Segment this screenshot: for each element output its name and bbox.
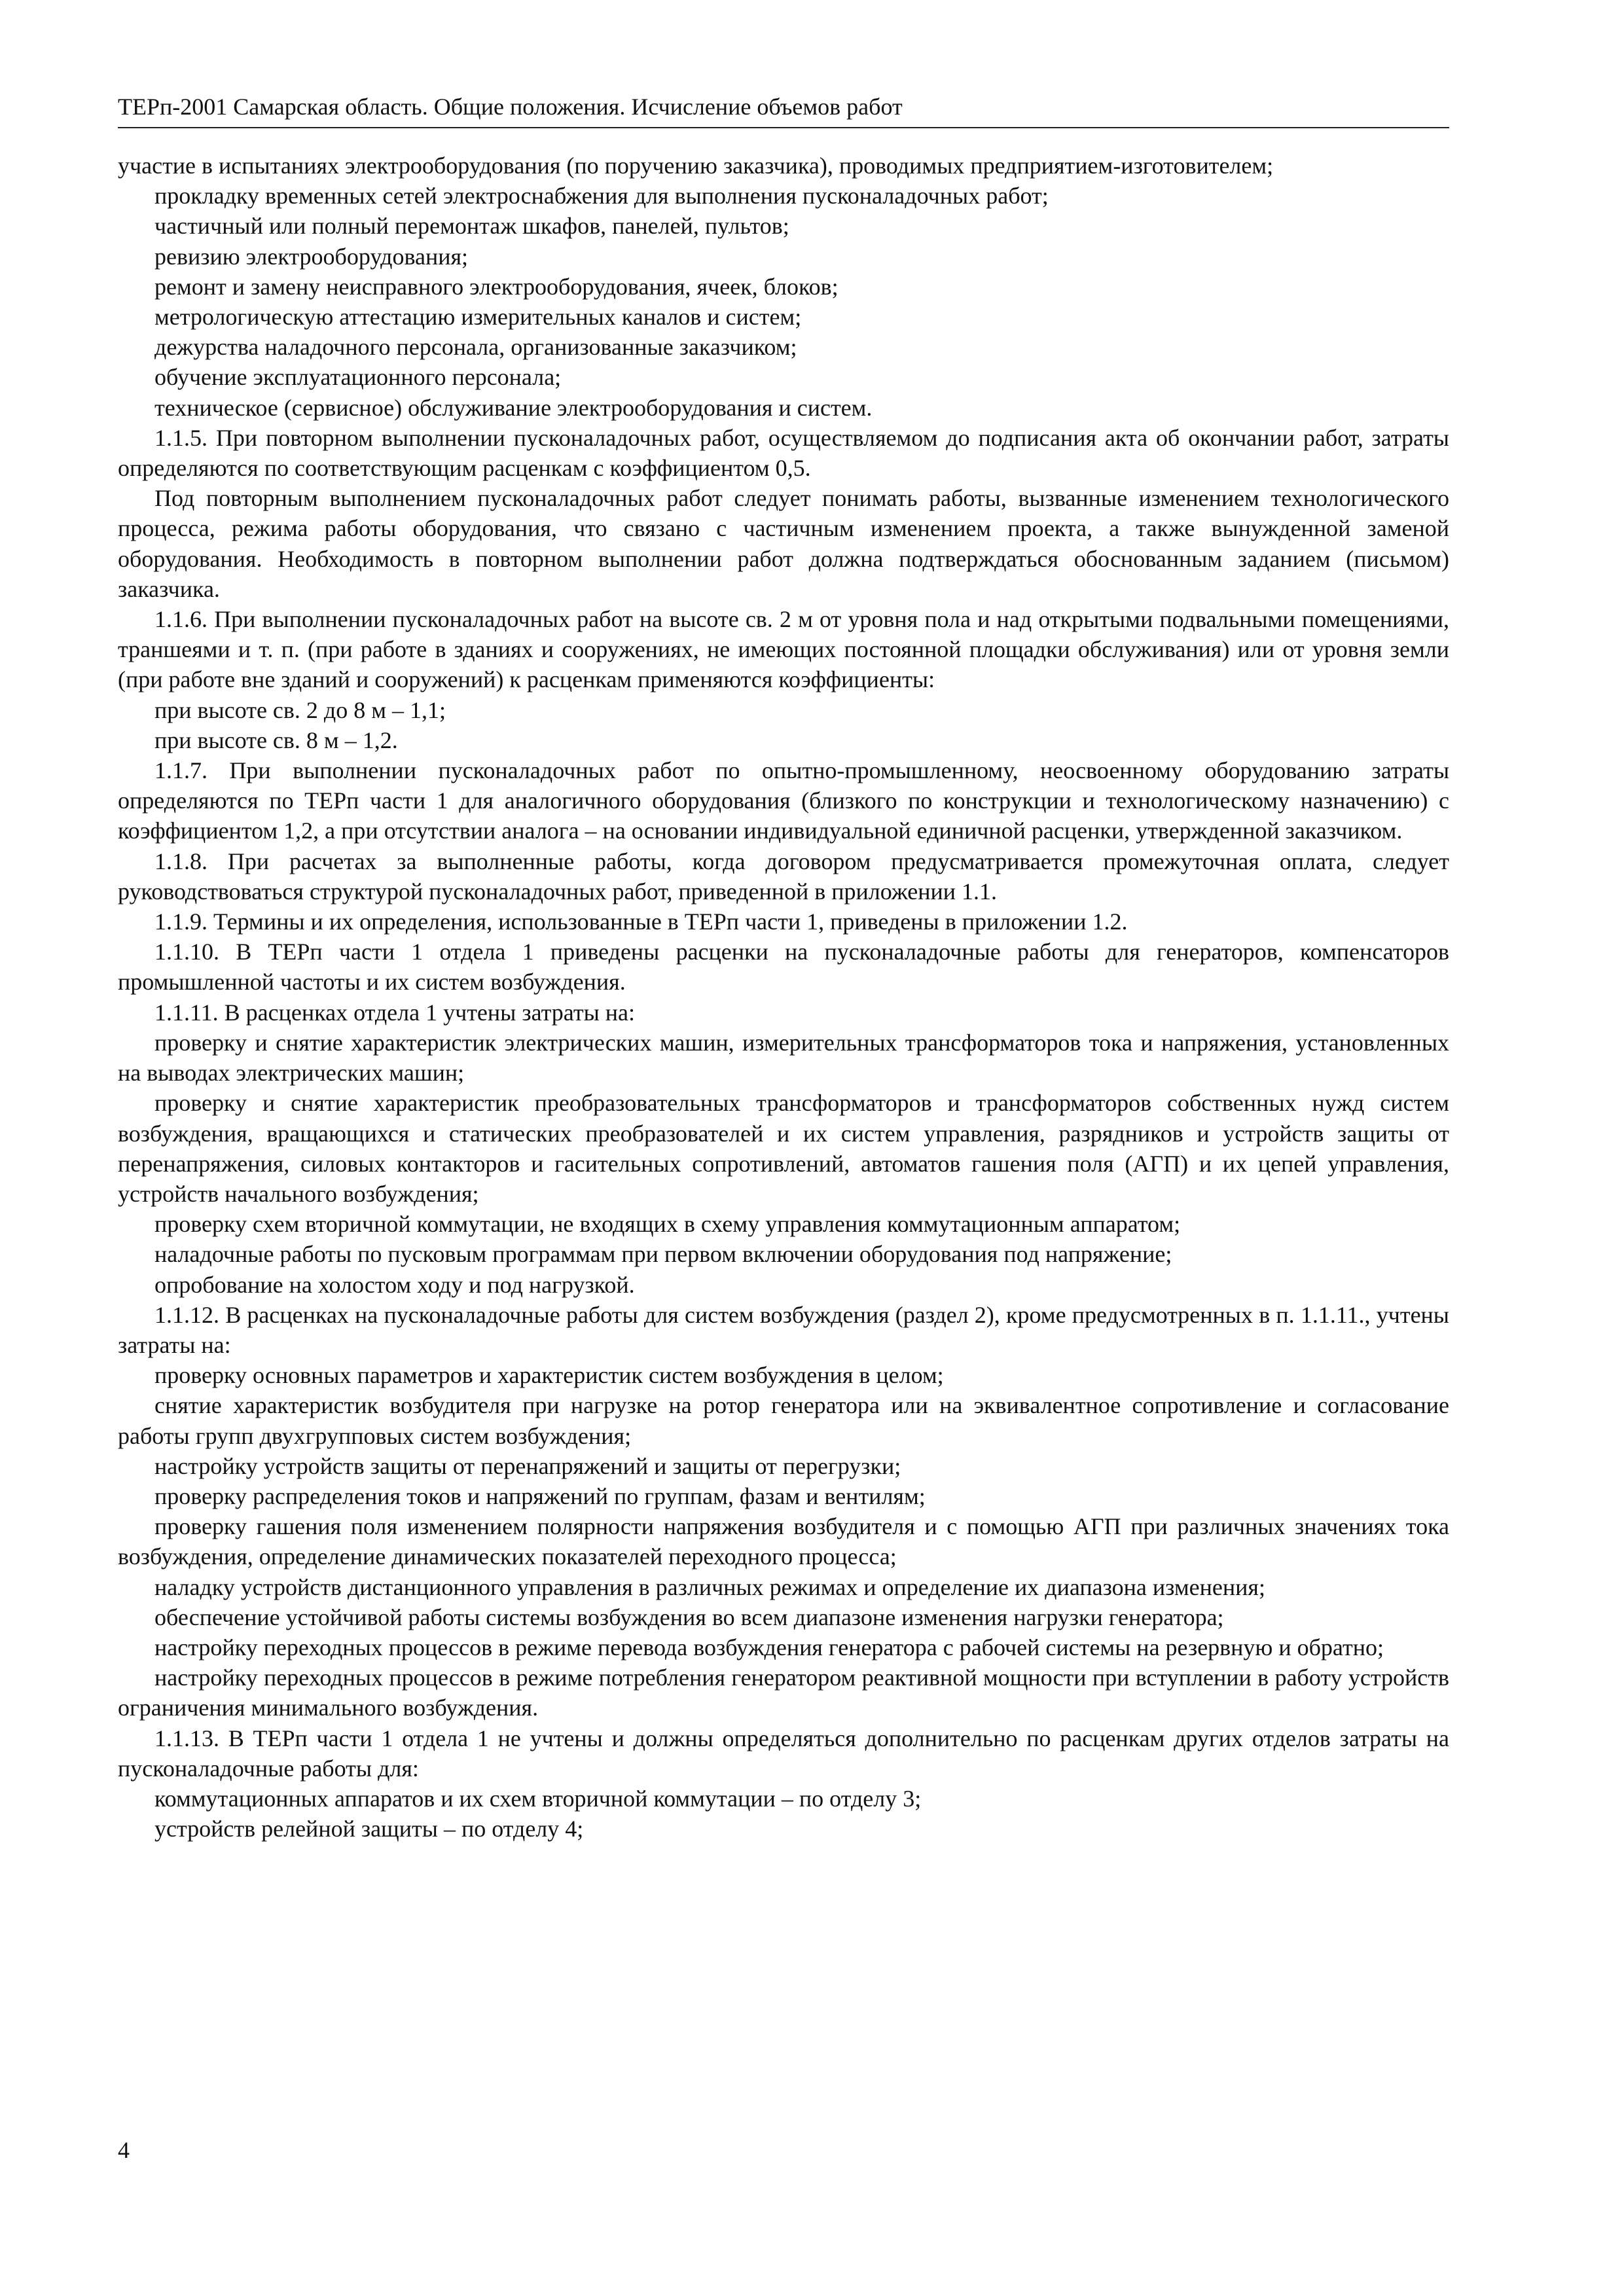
paragraph-list-item: метрологическую аттестацию измерительных каналов и систем; bbox=[154, 304, 802, 331]
paragraph-list-item: проверку схем вторичной коммутации, не входящих в схему управления коммутационным аппаратом; bbox=[154, 1211, 1181, 1238]
paragraph-list-item: ревизию электрооборудования; bbox=[154, 243, 469, 270]
paragraph-clause-1-1-12: 1.1.12. В расценках на пусконаладочные работы для систем возбуждения (раздел 2), кроме предусмотренных в п. 1.1.11., учтены затраты на: bbox=[118, 1301, 1449, 1358]
paragraph-list-item: при высоте св. 2 до 8 м – 1,1; bbox=[154, 696, 446, 723]
paragraph-clause-1-1-10: 1.1.10. В ТЕРп части 1 отдела 1 приведены расценки на пусконаладочные работы для генераторов, компенсаторов промышленной частоты и их систем возбуждения. bbox=[118, 939, 1449, 996]
paragraph-clause-1-1-7: 1.1.7. При выполнении пусконаладочных работ по опытно-промышленному, неосвоенному оборудованию затраты определяются по ТЕРп части 1 для аналогичного оборудования (близкого по конструкции и технологическому назначению) с коэффициентом 1,2, а при отсутствии аналога – на основании индивидуальной единичной расценки, утвержденной заказчиком. bbox=[118, 757, 1449, 844]
paragraph-list-item: прокладку временных сетей электроснабжения для выполнения пусконаладочных работ; bbox=[154, 183, 1049, 209]
paragraph-list-item: наладочные работы по пусковым программам при первом включении оборудования под напряжение; bbox=[154, 1241, 1172, 1268]
page-number: 4 bbox=[118, 2137, 130, 2163]
paragraph-clause-1-1-8: 1.1.8. При расчетах за выполненные работы, когда договором предусматривается промежуточная оплата, следует руководствоваться структурой пусконаладочных работ, приведенной в приложении 1.1. bbox=[118, 848, 1449, 905]
paragraph-list-item: настройку устройств защиты от перенапряжений и защиты от перегрузки; bbox=[154, 1452, 901, 1479]
paragraph-list-item: опробование на холостом ходу и под нагрузкой. bbox=[154, 1271, 635, 1298]
paragraph-list-item: проверку и снятие характеристик преобразовательных трансформаторов и трансформаторов собственных нужд систем возбуждения, вращающихся и статических преобразователей и их систем управления, разрядников и устройств защиты от перенапряжения, силовых контакторов и гасительных сопротивлений, автоматов гашения поля (АГП) и их цепей управления, устройств начального возбуждения; bbox=[118, 1090, 1449, 1207]
paragraph-list-item: проверку основных параметров и характеристик систем возбуждения в целом; bbox=[154, 1362, 944, 1389]
paragraph-list-item: настройку переходных процессов в режиме перевода возбуждения генератора с рабочей системы на резервную и обратно; bbox=[154, 1634, 1384, 1660]
paragraph-clause-1-1-6: 1.1.6. При выполнении пусконаладочных работ на высоте св. 2 м от уровня пола и над открытыми подвальными помещениями, траншеями и т. п. (при работе в зданиях и сооружениях, не имеющих постоянной площадки обслуживания) или от уровня земли (при работе вне зданий и сооружений) к расценкам применяются коэффициенты: bbox=[118, 606, 1449, 693]
paragraph-list-item: дежурства наладочного персонала, организованные заказчиком; bbox=[154, 334, 797, 361]
document-body bbox=[118, 151, 1449, 1844]
paragraph-list-item: участие в испытаниях электрооборудования (по поручению заказчика), проводимых предприятием-изготовителем; bbox=[118, 152, 1274, 179]
paragraph-list-item: проверку и снятие характеристик электрических машин, измерительных трансформаторов тока и напряжения, установленных на выводах электрических машин; bbox=[118, 1029, 1449, 1086]
paragraph-list-item: ремонт и замену неисправного электрооборудования, ячеек, блоков; bbox=[154, 273, 839, 300]
paragraph-list-item: обеспечение устойчивой работы системы возбуждения во всем диапазоне изменения нагрузки генератора; bbox=[154, 1604, 1224, 1630]
paragraph-list-item: проверку гашения поля изменением полярности напряжения возбудителя и с помощью АГП при различных значениях тока возбуждения, определение динамических показателей переходного процесса; bbox=[118, 1513, 1449, 1570]
paragraph-text: Под повторным выполнением пусконаладочных работ следует понимать работы, вызванные изменением технологического процесса, режима работы оборудования, что связано с частичным изменением проекта, а также вынужденной заменой оборудования. Необходимость в повторном выполнении работ должна подтверждаться обоснованным заданием (письмом) заказчика. bbox=[118, 485, 1449, 602]
paragraph-list-item: частичный или полный перемонтаж шкафов, панелей, пультов; bbox=[154, 213, 789, 240]
paragraph-list-item: проверку распределения токов и напряжений по группам, фазам и вентилям; bbox=[154, 1482, 926, 1509]
paragraph-clause-1-1-9: 1.1.9. Термины и их определения, использованные в ТЕРп части 1, приведены в приложении 1.2. bbox=[154, 908, 1128, 935]
paragraph-clause-1-1-13: 1.1.13. В ТЕРп части 1 отдела 1 не учтены и должны определяться дополнительно по расценкам других отделов затраты на пусконаладочные работы для: bbox=[118, 1725, 1449, 1782]
paragraph-list-item: настройку переходных процессов в режиме потребления генератором реактивной мощности при вступлении в работу устройств ограничения минимального возбуждения. bbox=[118, 1664, 1449, 1721]
paragraph-list-item: наладку устройств дистанционного управления в различных режимах и определение их диапазона изменения; bbox=[154, 1573, 1265, 1600]
paragraph-list-item: коммутационных аппаратов и их схем вторичной коммутации – по отделу 3; bbox=[154, 1785, 922, 1812]
paragraph-list-item: обучение эксплуатационного персонала; bbox=[154, 364, 562, 391]
paragraph-clause-1-1-5: 1.1.5. При повторном выполнении пусконаладочных работ, осуществляемом до подписания акта об окончании работ, затраты определяются по соответствующим расценкам с коэффициентом 0,5. bbox=[118, 424, 1449, 482]
paragraph-clause-1-1-11: 1.1.11. В расценках отдела 1 учтены затраты на: bbox=[154, 999, 636, 1026]
paragraph-list-item: техническое (сервисное) обслуживание электрооборудования и систем. bbox=[154, 394, 873, 421]
paragraph-list-item: устройств релейной защиты – по отделу 4; bbox=[154, 1816, 584, 1842]
page-header: ТЕРп-2001 Самарская область. Общие положения. Исчисление объемов работ bbox=[118, 92, 1449, 128]
paragraph-list-item: при высоте св. 8 м – 1,2. bbox=[154, 726, 398, 753]
paragraph-list-item: снятие характеристик возбудителя при нагрузке на ротор генератора или на эквивалентное сопротивление и согласование работы групп двухгрупповых систем возбуждения; bbox=[118, 1392, 1449, 1449]
